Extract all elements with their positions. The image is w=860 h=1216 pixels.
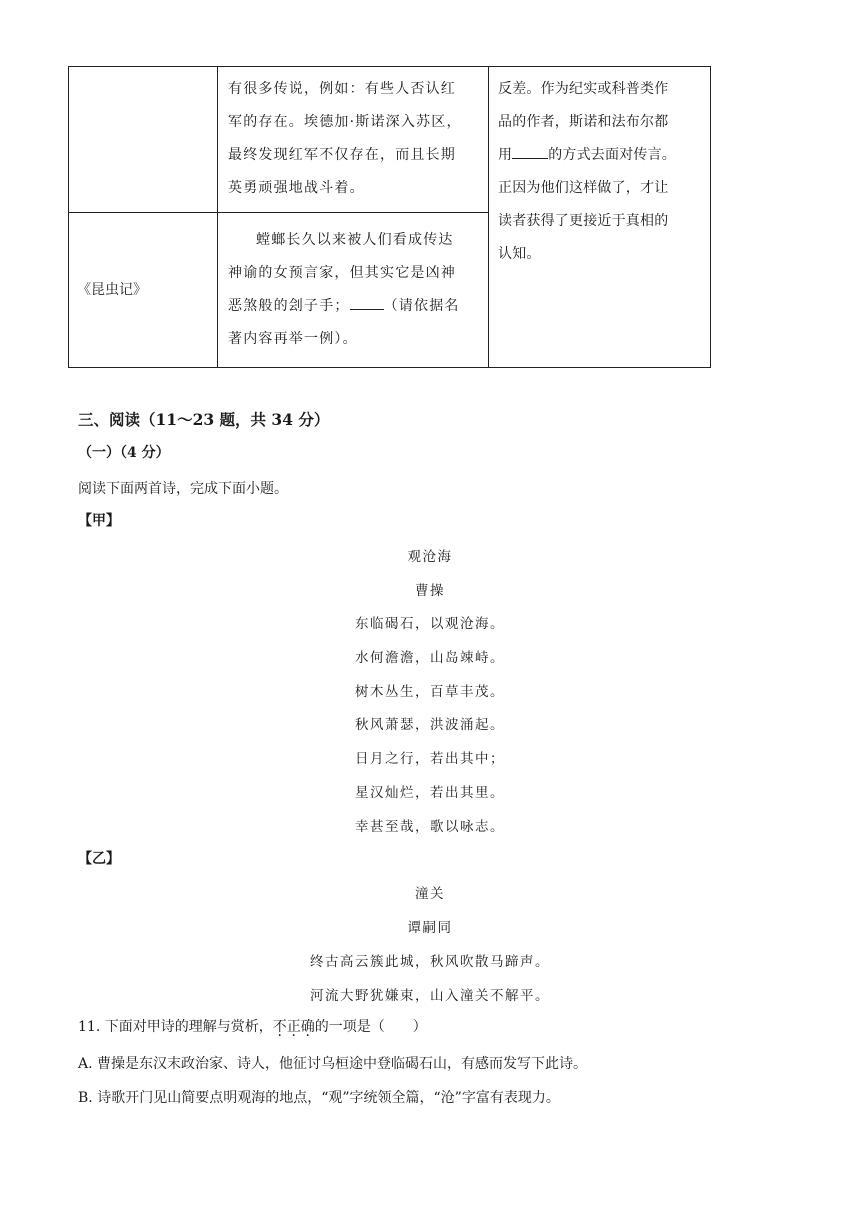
poem-a-line: 星汉灿烂，若出其里。 <box>355 785 505 801</box>
summary-line: 用 的方式去面对传言。 <box>498 139 702 172</box>
section-subheading: （一）（4 分） <box>78 445 170 461</box>
poem-a-title: 观沧海 <box>407 549 453 565</box>
poem-a-line: 水何澹澹，山岛竦峙。 <box>355 650 505 666</box>
cell-line: 恶煞般的刽子手； （请依据名 <box>228 290 478 323</box>
option-a[interactable]: A. 曹操是东汉末政治家、诗人，他征讨乌桓途中登临碣石山，有感而发写下此诗。 <box>78 1056 588 1072</box>
cell-line: 有很多传说，例如：有些人否认红 <box>228 81 456 97</box>
poem-b-author: 谭嗣同 <box>407 920 453 936</box>
answer-blank[interactable] <box>350 295 384 310</box>
table-cell-content-1 <box>218 67 489 213</box>
summary-line: 读者获得了更接近于真相的 <box>498 213 669 229</box>
poem-b-tag: 【乙】 <box>78 851 120 867</box>
poem-a-line: 日月之行，若出其中； <box>355 751 505 767</box>
summary-line: 品的作者，斯诺和法布尔都 <box>498 114 669 130</box>
summary-line: 认知。 <box>498 246 541 262</box>
poem-a-tag: 【甲】 <box>78 513 120 529</box>
poem-a-line: 树木丛生，百草丰茂。 <box>355 684 505 700</box>
summary-line: 正因为他们这样做了，才让 <box>498 180 669 196</box>
section-heading: 三、阅读（11～23 题，共 34 分） <box>78 410 330 429</box>
poem-a-line: 东临碣石，以观沧海。 <box>355 616 505 632</box>
table-cell-summary <box>489 67 711 368</box>
cell-line: 英勇顽强地战斗着。 <box>228 180 365 196</box>
poem-b-line: 河流大野犹嫌束，山入潼关不解平。 <box>310 988 550 1004</box>
table-cell-content-2 <box>218 213 489 368</box>
cell-line: 最终发现红军不仅存在，而且长期 <box>228 147 456 163</box>
poem-a-author: 曹操 <box>415 583 445 599</box>
cell-line: 神谕的女预言家，但其实它是凶神 <box>228 265 456 281</box>
comparison-table <box>68 66 677 367</box>
question-stem: 11. 下面对甲诗的理解与赏析，不正确的一项是（ ） <box>78 1019 427 1035</box>
table-cell-book-1 <box>69 67 218 213</box>
table-cell-book-2: 《昆虫记》 <box>69 213 218 368</box>
cell-line: 螳螂长久以来被人们看成传达 <box>256 232 454 248</box>
poem-b-line: 终古高云簇此城，秋风吹散马蹄声。 <box>310 954 550 970</box>
poem-a-line: 幸甚至哉，歌以咏志。 <box>355 819 505 835</box>
cell-line: 军的存在。埃德加·斯诺深入苏区， <box>228 114 462 130</box>
poem-a-line: 秋风萧瑟，洪波涌起。 <box>355 717 505 733</box>
instruction: 阅读下面两首诗，完成下面小题。 <box>78 481 288 497</box>
answer-blank[interactable] <box>512 144 548 159</box>
option-b[interactable]: B. 诗歌开门见山简要点明观海的地点，“观”字统领全篇，“沧”字富有表现力。 <box>78 1090 560 1106</box>
poem-b-title: 潼关 <box>415 886 445 902</box>
summary-line: 反差。作为纪实或科普类作 <box>498 81 669 97</box>
cell-line: 著内容再举一例）。 <box>228 331 358 347</box>
